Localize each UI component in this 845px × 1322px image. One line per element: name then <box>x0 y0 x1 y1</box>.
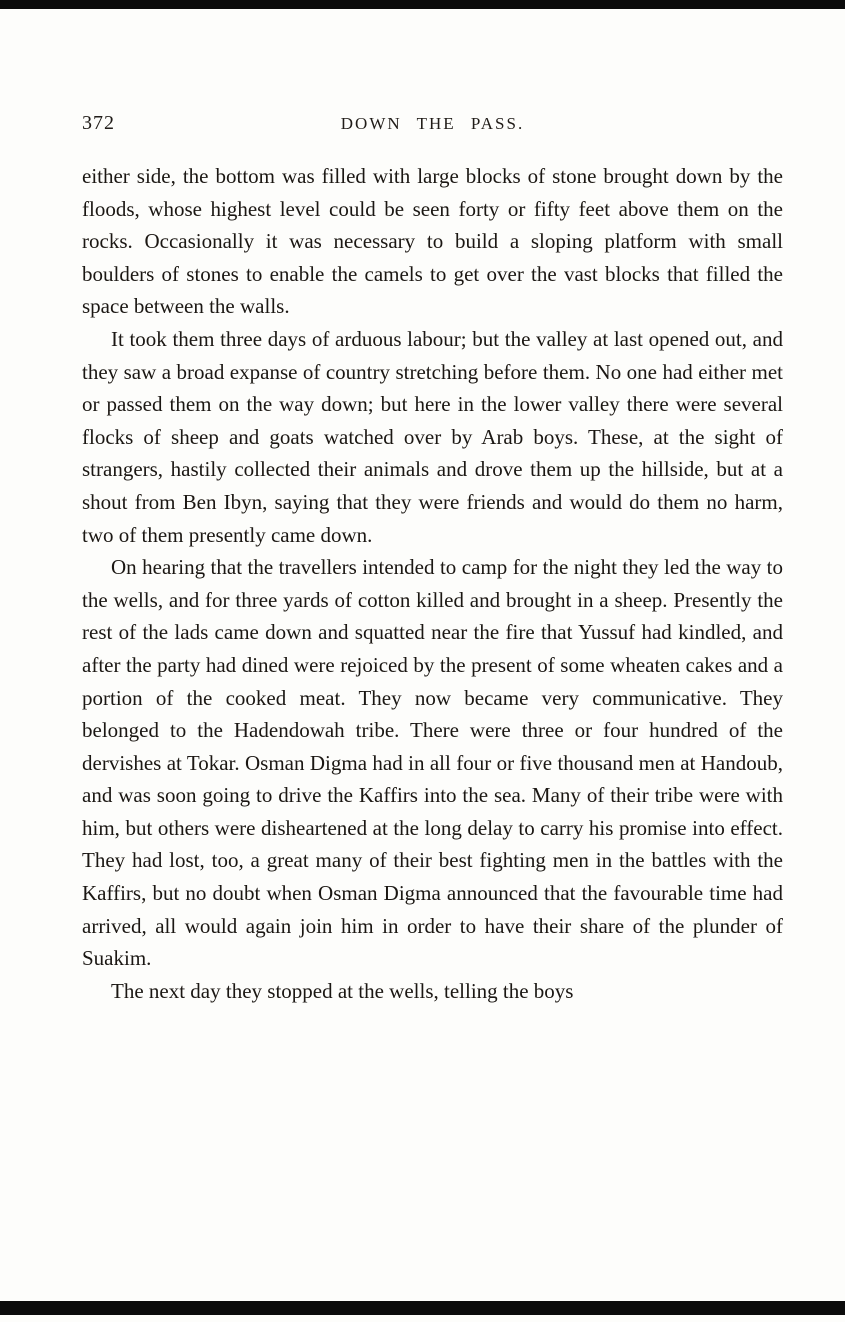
page-number: 372 <box>82 112 115 134</box>
paragraph: On hearing that the travellers intended to camp for the night they led the way to the wells, and for three yards of cotton killed and brought in a sheep. Presently the rest of the lads came down and squatted near the fire that Yussuf had kindled, and after the party had dined were rejoiced by the present of some wheaten cakes and a portion of the cooked meat. They now became very communicative. They belonged to the Hadendowah tribe. There were three or four hundred of the dervishes at Tokar. Osman Digma had in all four or five thousand men at Handoub, and was soon going to drive the Kaffirs into the sea. Many of their tribe were with him, but others were disheartened at the long delay to carry his promise into effect. They had lost, too, a great many of their best fighting men in the battles with the Kaffirs, but no doubt when Osman Digma announced that the favourable time had arrived, all would again join him in order to have their share of the plunder of Suakim. <box>82 555 783 971</box>
paragraph: either side, the bottom was filled with large blocks of stone brought down by the floods, whose highest level could be seen forty or fifty feet above them on the rocks. Occasionally it was necessary to build a sloping platform with small boulders of stones to enable the camels to get over the vast blocks that filled the space between the walls. <box>82 164 783 319</box>
running-title: DOWN THE PASS. <box>340 114 525 133</box>
page-header <box>82 112 783 140</box>
body-text <box>82 160 783 1007</box>
paragraph: The next day they stopped at the wells, telling the boys <box>111 978 574 1003</box>
paragraph: It took them three days of arduous labour; but the valley at last opened out, and they saw a broad expanse of country stretching before them. No one had either met or passed them on the way down; but here in the lower valley there were several flocks of sheep and goats watched over by Arab boys. These, at the sight of strangers, hastily collected their animals and drove them up the hillside, but at a shout from Ben Ibyn, saying that they were friends and would do them no harm, two of them presently came down. <box>82 326 783 547</box>
scan-edge-top-bar <box>0 0 845 9</box>
scan-edge-bottom-bar <box>0 1301 845 1315</box>
